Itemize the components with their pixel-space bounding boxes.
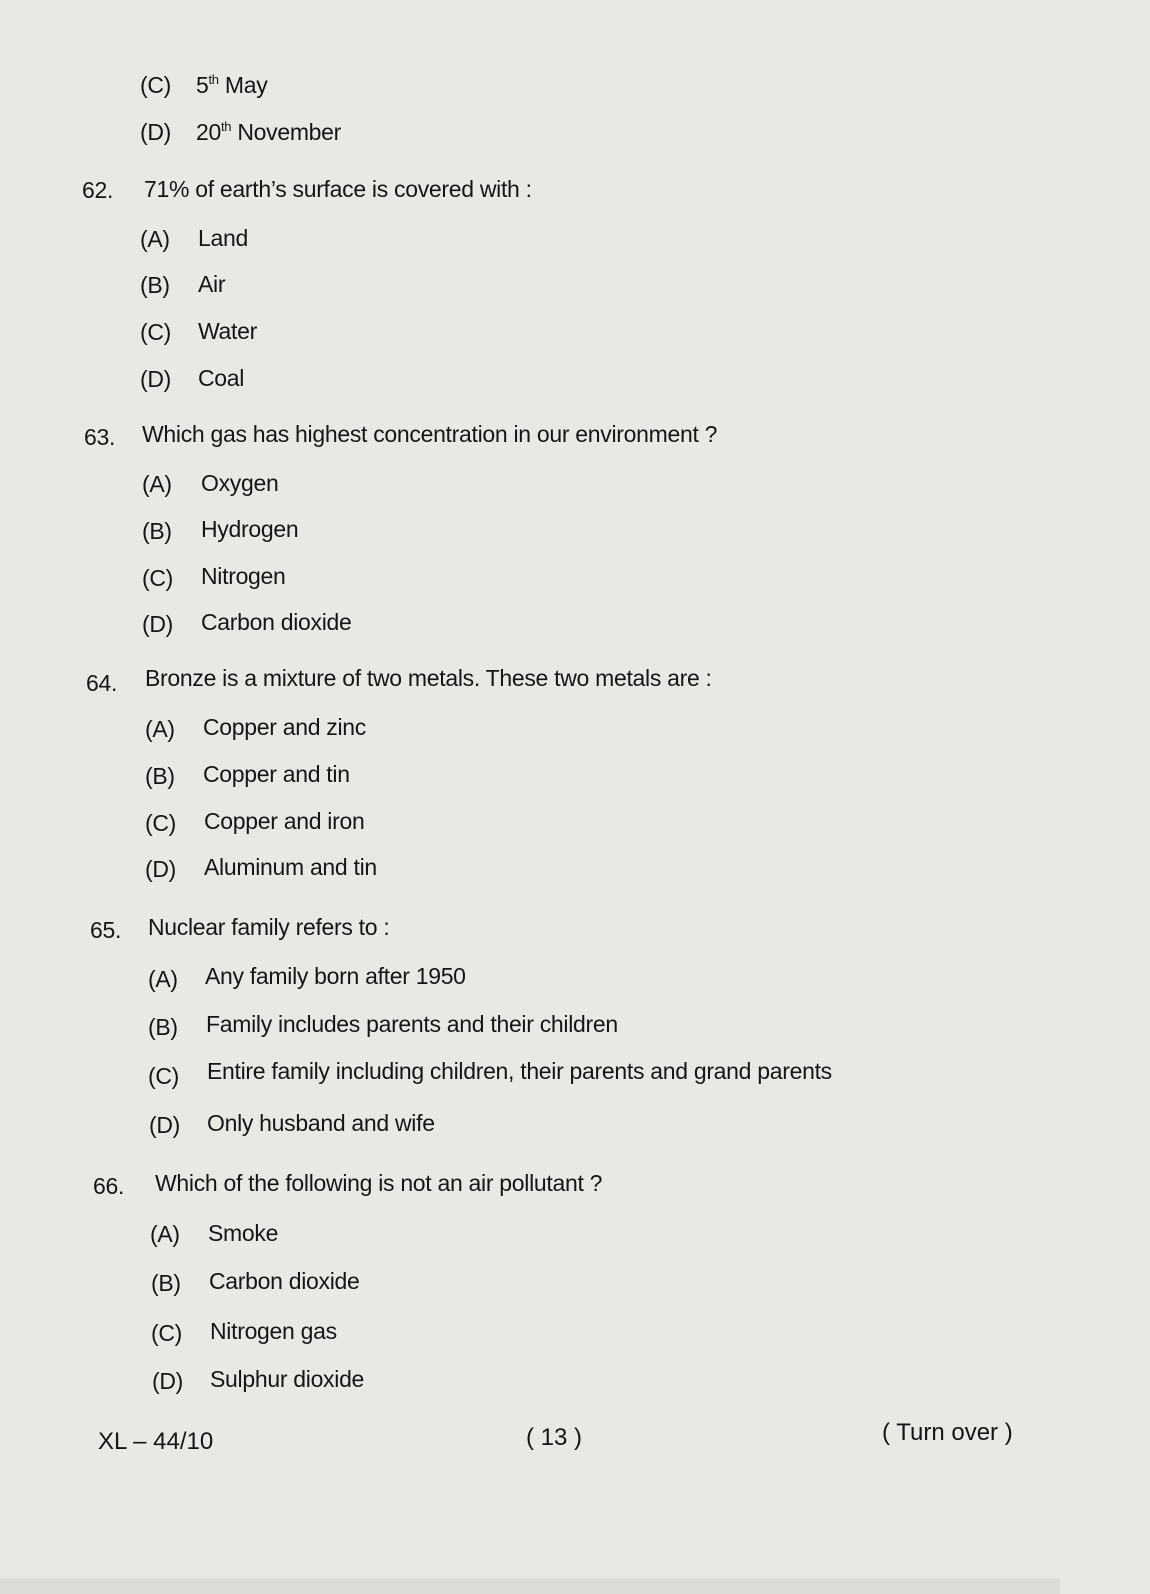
option-text: Nitrogen: [201, 563, 286, 589]
question-text: Which of the following is not an air pollutant ?: [155, 1170, 603, 1196]
option-text: Smoke: [208, 1220, 279, 1246]
question-text: Nuclear family refers to :: [148, 914, 390, 940]
option-letter: (B): [140, 272, 170, 298]
option-text: Sulphur dioxide: [210, 1366, 365, 1392]
option-text: Nitrogen gas: [210, 1318, 337, 1344]
option-letter: (C): [145, 810, 177, 836]
question-number: 65.: [90, 917, 122, 943]
option-letter: (B): [148, 1014, 178, 1040]
option-text: Hydrogen: [201, 516, 299, 542]
option-letter: (C): [151, 1320, 183, 1346]
question-number: 63.: [84, 424, 116, 450]
option-text: Only husband and wife: [207, 1110, 435, 1136]
option-text: Family includes parents and their children: [206, 1011, 618, 1037]
paper-code: XL – 44/10: [98, 1428, 214, 1455]
option-letter: (D): [142, 611, 174, 637]
option-text: Water: [198, 318, 257, 344]
option-letter: (C): [142, 565, 174, 591]
option-text: 5th May: [196, 72, 268, 98]
option-text: Land: [198, 225, 248, 251]
option-text: Any family born after 1950: [205, 963, 466, 989]
page-number: ( 13 ): [526, 1424, 583, 1451]
option-letter: (C): [140, 319, 172, 345]
option-text: Entire family including children, their parents and grand parents: [207, 1058, 832, 1084]
option-letter: (A): [148, 966, 178, 992]
question-number: 66.: [93, 1173, 125, 1199]
option-letter: (B): [151, 1270, 181, 1296]
question-number: 62.: [82, 177, 114, 203]
question-text: 71% of earth’s surface is covered with :: [144, 176, 532, 202]
question-number: 64.: [86, 670, 118, 696]
option-letter: (B): [145, 763, 175, 789]
option-letter: (D): [152, 1368, 184, 1394]
option-letter: (C): [148, 1063, 180, 1089]
option-letter: (D): [140, 366, 172, 392]
option-letter: (A): [145, 716, 175, 742]
option-text: Copper and zinc: [203, 714, 366, 740]
turn-over-note: ( Turn over ): [882, 1419, 1013, 1446]
option-text: Copper and tin: [203, 761, 350, 787]
option-text: Air: [198, 271, 226, 297]
option-letter: (A): [140, 226, 170, 252]
question-text: Bronze is a mixture of two metals. These two metals are :: [145, 665, 712, 691]
scan-edge: [0, 1578, 1060, 1594]
option-letter: (A): [142, 471, 172, 497]
option-text: Coal: [198, 365, 245, 391]
option-letter: (D): [145, 856, 177, 882]
option-text: Oxygen: [201, 470, 279, 496]
option-text: Carbon dioxide: [209, 1268, 360, 1294]
option-text: Carbon dioxide: [201, 609, 352, 635]
option-letter: (D): [140, 119, 172, 145]
option-letter: (D): [149, 1112, 181, 1138]
question-text: Which gas has highest concentration in our environment ?: [142, 421, 718, 447]
option-text: Copper and iron: [204, 808, 365, 834]
option-letter: (C): [140, 72, 172, 98]
option-text: 20th November: [196, 119, 342, 145]
option-text: Aluminum and tin: [204, 854, 377, 880]
option-letter: (B): [142, 518, 172, 544]
option-letter: (A): [150, 1221, 180, 1247]
